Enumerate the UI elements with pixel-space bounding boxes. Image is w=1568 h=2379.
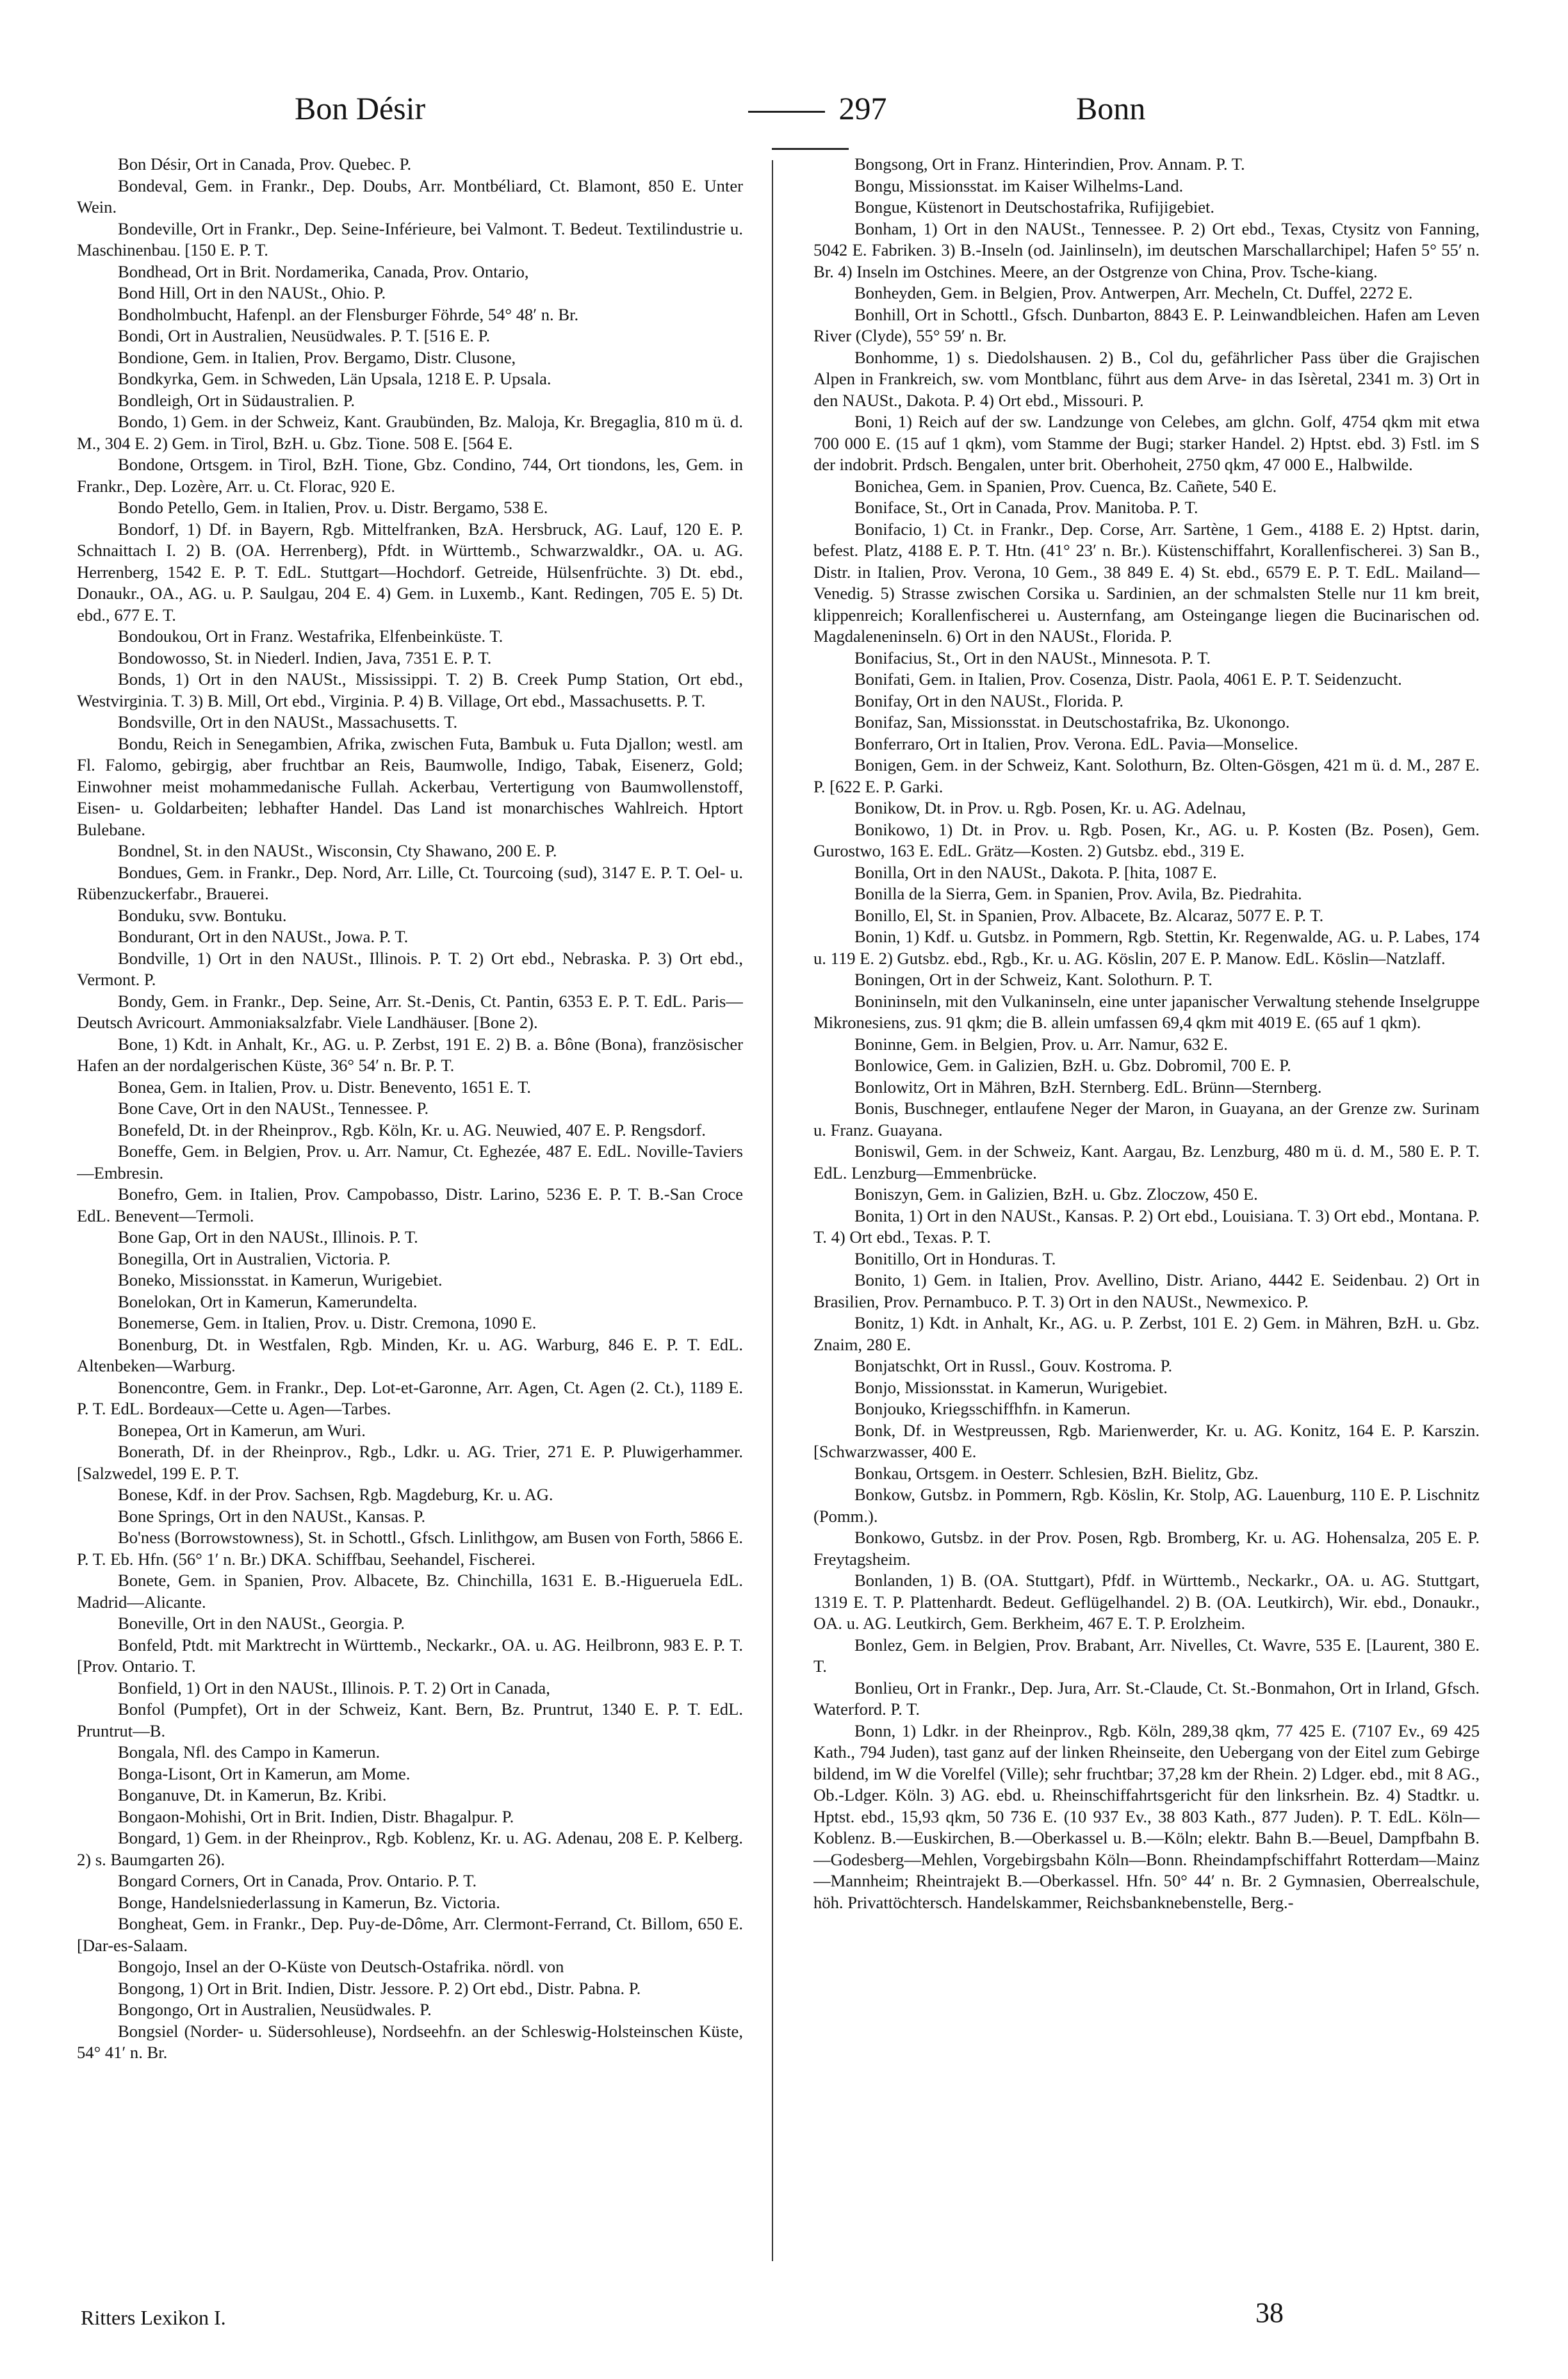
lexicon-entry: Bonifacio, 1) Ct. in Frankr., Dep. Corse, Arr. Sartène, 1 Gem., 4188 E. 2) Hptst. darin, befest. Platz, 4188 E. P. T. Htn. (41° 23′ n. Br.). Küstenschiffahrt, Korallenfischerei. 3) San B., Distr. in Italien, Prov. Verona, 10 Gem., 38 849 E. 4) St. ebd., 6579 E. P. T. EdL. Mailand—Venedig. 5) Strasse zwischen Corsika u. Sardinien, an der schmalsten Stelle nur 11 km breit, klippenreich; Korallenfischerei u. Austernfang, am Osteingange liegen die Bucinarischen od. Magdaleneninseln. 6) Ort in den NAUSt., Florida. P. <box>813 519 1480 646</box>
lexicon-entry: Bongue, Küstenort in Deutschostafrika, Rufijigebiet. <box>854 197 1215 217</box>
lexicon-entry: Bonilla de la Sierra, Gem. in Spanien, Prov. Avila, Bz. Piedrahita. <box>854 884 1302 903</box>
lexicon-entry: Bonelokan, Ort in Kamerun, Kamerundelta. <box>118 1291 418 1311</box>
lexicon-entry: Bonepea, Ort in Kamerun, am Wuri. <box>118 1420 366 1440</box>
lexicon-entry: Bonheyden, Gem. in Belgien, Prov. Antwerpen, Arr. Mecheln, Ct. Duffel, 2272 E. <box>854 283 1413 302</box>
lexicon-entry: Bondorf, 1) Df. in Bayern, Rgb. Mittelfranken, BzA. Hersbruck, AG. Lauf, 120 E. P. Schnaittach I. 2) B. (OA. Herrenberg), Pfdt. in Württemb., Schwarzwaldkr., OA. u. AG. Herrenberg, 1542 E. P. T. EdL. Stuttgart—Hochdorf. Getreide, Hülsenfrüchte. 3) Dt. ebd., Donaukr., OA., AG. u. P. Saulgau, 204 E. 4) Gem. in Luxemb., Kant. Redingen, 705 E. 5) Dt. ebd., 677 E. T. <box>77 519 743 625</box>
lexicon-entry: Bonlowitz, Ort in Mähren, BzH. Sternberg. EdL. Brünn—Sternberg. <box>854 1077 1322 1097</box>
lexicon-entry: Bongu, Missionsstat. im Kaiser Wilhelms-Land. <box>854 176 1184 195</box>
lexicon-entry: Bondy, Gem. in Frankr., Dep. Seine, Arr. St.-Denis, Ct. Pantin, 6353 E. P. T. EdL. Paris—Deutsch Avricourt. Ammoniaksalzfabr. Viele Landhäuser. [Bone 2). <box>77 991 743 1032</box>
lexicon-entry: Bone Cave, Ort in den NAUSt., Tennessee. P. <box>118 1099 429 1118</box>
lexicon-entry: Bonininseln, mit den Vulkaninseln, eine unter japanischer Verwaltung stehende Inselgruppe Mikronesiens, zus. 91 qkm; die B. allein umfassen 69,4 qkm mit 4019 E. (65 auf 1 qkm). <box>813 991 1480 1032</box>
lexicon-entry: Boni, 1) Reich auf der sw. Landzunge von Celebes, am glchn. Golf, 4754 qkm mit etwa 700 000 E. (15 auf 1 qkm), vom Stamme der Bugi; starker Handel. 2) Hptst. ebd. 3) Fstl. im S der indobrit. Prdsch. Bengalen, unter brit. Oberhoheit, 2750 qkm, 47 000 E., Halbwilde. <box>813 412 1480 474</box>
lexicon-entry: Bondeval, Gem. in Frankr., Dep. Doubs, Arr. Montbéliard, Ct. Blamont, 850 E. Unter Wein. <box>77 176 743 217</box>
lexicon-entry: Bonduku, svw. Bontuku. <box>118 905 287 925</box>
lexicon-entry: Bondkyrka, Gem. in Schweden, Län Upsala, 1218 E. P. Upsala. <box>118 369 551 388</box>
lexicon-entry: Bon Désir, Ort in Canada, Prov. Quebec. P. <box>118 154 412 174</box>
lexicon-entry: Bonk, Df. in Westpreussen, Rgb. Marienwerder, Kr. u. AG. Konitz, 164 E. P. Karszin. [Schwarzwasser, 400 E. <box>813 1420 1480 1461</box>
lexicon-entry: Bonjatschkt, Ort in Russl., Gouv. Kostroma. P. <box>854 1356 1173 1375</box>
lexicon-entry: Bonjouko, Kriegsschiffhfn. in Kamerun. <box>854 1399 1131 1418</box>
lexicon-entry: Boneffe, Gem. in Belgien, Prov. u. Arr. Namur, Ct. Eghezée, 487 E. EdL. Noville-Taviers—Embresin. <box>77 1141 743 1182</box>
lexicon-entry: Bongongo, Ort in Australien, Neusüdwales. P. <box>118 2000 432 2019</box>
lexicon-entry: Bonete, Gem. in Spanien, Prov. Albacete, Bz. Chinchilla, 1631 E. B.-Higueruela EdL. Madrid—Alicante. <box>77 1571 743 1612</box>
lexicon-entry: Bonfield, 1) Ort in den NAUSt., Illinois. P. T. 2) Ort in Canada, <box>118 1678 550 1697</box>
lexicon-entry: Bondnel, St. in den NAUSt., Wisconsin, Cty Shawano, 200 E. P. <box>118 841 557 860</box>
right-column <box>813 154 1480 2332</box>
lexicon-entry: Bonilla, Ort in den NAUSt., Dakota. P. [hita, 1087 E. <box>854 862 1217 882</box>
header-right-keyword: Bonn <box>1076 90 1146 126</box>
lexicon-entry: Bone Springs, Ort in den NAUSt., Kansas. P. <box>118 1506 426 1526</box>
lexicon-entry: Bonita, 1) Ort in den NAUSt., Kansas. P. 2) Ort ebd., Louisiana. T. 3) Ort ebd., Montana. P. T. 4) Ort ebd., Texas. P. T. <box>813 1206 1480 1247</box>
lexicon-entry: Bonitz, 1) Kdt. in Anhalt, Kr., AG. u. P. Zerbst, 101 E. 2) Gem. in Mähren, BzH. u. Gbz. Znaim, 280 E. <box>813 1313 1480 1354</box>
lexicon-entry: Bonhomme, 1) s. Diedolshausen. 2) B., Col du, gefährlicher Pass über die Grajischen Alpen in Frankreich, sw. vom Montblanc, führt aus dem Arve- in das Isèretal, 2341 m. 3) Ort in den NAUSt., Dakota. P. 4) Ort ebd., Missouri. P. <box>813 347 1480 410</box>
lexicon-entry: Boniszyn, Gem. in Galizien, BzH. u. Gbz. Zloczow, 450 E. <box>854 1184 1258 1204</box>
lexicon-entry: Bongaon-Mohishi, Ort in Brit. Indien, Distr. Bhagalpur. P. <box>118 1806 514 1826</box>
lexicon-entry: Bonganuve, Dt. in Kamerun, Bz. Kribi. <box>118 1785 387 1804</box>
lexicon-entry: Bonge, Handelsniederlassung in Kamerun, Bz. Victoria. <box>118 1892 500 1912</box>
lexicon-entry: Bongojo, Insel an der O-Küste von Deutsch-Ostafrika. nördl. von <box>118 1957 564 1976</box>
lexicon-entry: Bonifay, Ort in den NAUSt., Florida. P. <box>854 691 1124 710</box>
lexicon-entry: Bonifati, Gem. in Italien, Prov. Cosenza, Distr. Paola, 4061 E. P. T. Seidenzucht. <box>854 669 1402 689</box>
lexicon-entry: Bonkow, Gutsbz. in Pommern, Rgb. Köslin, Kr. Stolp, AG. Lauenburg, 110 E. P. Lischnitz (Pomm.). <box>813 1485 1480 1526</box>
lexicon-entry: Bonds, 1) Ort in den NAUSt., Mississippi. T. 2) B. Creek Pump Station, Ort ebd., Westvirginia. T. 3) B. Mill, Ort ebd., Virginia. P. 4) B. Village, Ort ebd., Massachusetts. P. T. <box>77 669 743 710</box>
page-header <box>77 90 1491 147</box>
lexicon-entry: Bongard, 1) Gem. in der Rheinprov., Rgb. Koblenz, Kr. u. AG. Adenau, 208 E. P. Kelberg. 2) s. Baumgarten 26). <box>77 1828 743 1869</box>
lexicon-entry: Bondo, 1) Gem. in der Schweiz, Kant. Graubünden, Bz. Maloja, Kr. Bregaglia, 810 m ü. d. M., 304 E. 2) Gem. in Tirol, BzH. u. Gbz. Tione. 508 E. [564 E. <box>77 412 743 453</box>
lexicon-entry: Bonemerse, Gem. in Italien, Prov. u. Distr. Cremona, 1090 E. <box>118 1313 537 1332</box>
lexicon-entry: Bonlieu, Ort in Frankr., Dep. Jura, Arr. St.-Claude, Ct. St.-Bonmahon, Ort in Irland, Gfsch. Waterford. P. T. <box>813 1678 1480 1719</box>
lexicon-entry: Bondi, Ort in Australien, Neusüdwales. P. T. [516 E. P. <box>118 326 491 345</box>
lexicon-entry: Bonegilla, Ort in Australien, Victoria. P. <box>118 1248 391 1268</box>
lexicon-entry: Bonitillo, Ort in Honduras. T. <box>854 1248 1056 1268</box>
lexicon-entry: Bongsiel (Norder- u. Südersohleuse), Nordseehfn. an der Schleswig-Holsteinschen Küste, 54° 41′ n. Br. <box>77 2021 743 2062</box>
header-left-keyword: Bon Désir <box>295 90 426 126</box>
lexicon-entry: Bonillo, El, St. in Spanien, Prov. Albacete, Bz. Alcaraz, 5077 E. P. T. <box>854 905 1324 925</box>
lexicon-entry: Bonlez, Gem. in Belgien, Prov. Brabant, Arr. Nivelles, Ct. Wavre, 535 E. [Laurent, 380 E. T. <box>813 1635 1480 1676</box>
lexicon-entry: Bonefro, Gem. in Italien, Prov. Campobasso, Distr. Larino, 5236 E. P. T. B.-San Croce EdL. Benevent—Termoli. <box>77 1184 743 1225</box>
lexicon-entry: Bonfol (Pumpfet), Ort in der Schweiz, Kant. Bern, Bz. Pruntrut, 1340 E. P. T. EdL. Pruntrut—B. <box>77 1699 743 1740</box>
lexicon-entry: Bongheat, Gem. in Frankr., Dep. Puy-de-Dôme, Arr. Clermont-Ferrand, Ct. Billom, 650 E. [Dar-es-Salaam. <box>77 1914 743 1955</box>
lexicon-entry: Bonjo, Missionsstat. in Kamerun, Wurigebiet. <box>854 1377 1168 1397</box>
lexicon-entry: Bonhill, Ort in Schottl., Gfsch. Dunbarton, 8843 E. P. Leinwandbleichen. Hafen am Leven River (Clyde), 55° 59′ n. Br. <box>813 304 1480 345</box>
lexicon-entry: Bonifaz, San, Missionsstat. in Deutschostafrika, Bz. Ukonongo. <box>854 712 1290 732</box>
lexicon-entry: Bondholmbucht, Hafenpl. an der Flensburger Föhrde, 54° 48′ n. Br. <box>118 304 579 324</box>
footer-sheet-number: 38 <box>1255 2297 1284 2328</box>
lexicon-entry: Boneville, Ort in den NAUSt., Georgia. P. <box>118 1614 405 1633</box>
lexicon-entry: Bongard Corners, Ort in Canada, Prov. Ontario. P. T. <box>118 1871 477 1890</box>
lexicon-entry: Bonlanden, 1) B. (OA. Stuttgart), Pfdf. in Württemb., Neckarkr., OA. u. AG. Stuttgart, 1319 E. T. P. Plattenhardt. Bedeut. Geflügelhandel. 2) B. (OA. Leutkirch), Wir. ebd., Donaukr., OA. u. AG. Leutkirch, Gem. Berkheim, 467 E. T. P. Erolzheim. <box>813 1571 1480 1633</box>
header-page-number: 297 <box>838 90 887 126</box>
lexicon-entry: Boningen, Ort in der Schweiz, Kant. Solothurn. P. T. <box>854 970 1213 989</box>
lexicon-entry: Bonga-Lisont, Ort in Kamerun, am Mome. <box>118 1763 411 1783</box>
lexicon-entry: Bonn, 1) Ldkr. in der Rheinprov., Rgb. Köln, 289,38 qkm, 77 425 E. (7107 Ev., 69 425 Kath., 794 Juden), tast ganz auf der linken Rheinseite, den Uebergang von der Eitel zum Gebirge bildend, im W die Vorelfel (Ville); sehr fruchtbar; 37,28 km der Rhein. 2) Ldger. ebd., mit 8 AG., Ob.-Ldger. Köln. 3) AG. ebd. u. Rheinschiffahrtsgericht für den linksrhein. Bz. 4) Stadtkr. u. Hptst. ebd., 15,93 qkm, 50 736 E. (10 937 Ev., 38 803 Kath., 877 Juden). P. T. EdL. Köln—Koblenz. B.—Euskirchen, B.—Oberkassel u. B.—Köln; elektr. Bahn B.—Beuel, Dampfbahn B.—Godesberg—Mehlen, Vorgebirgsbahn Köln—Bonn. Rheindampfschiffahrt Rotterdam—Mainz—Mannheim; Rheintrajekt B.—Oberkassel. Hfn. 50° 44′ n. Br. 2 Gymnasien, Oberrealschule, höh. Privattöchtersch. Handelskammer, Reichsbanknebenstelle, Berg.- <box>813 1721 1480 1912</box>
lexicon-entry: Bondleigh, Ort in Südaustralien. P. <box>118 390 355 410</box>
lexicon-entry: Bond Hill, Ort in den NAUSt., Ohio. P. <box>118 283 386 302</box>
lexicon-entry: Bonkau, Ortsgem. in Oesterr. Schlesien, BzH. Bielitz, Gbz. <box>854 1463 1259 1483</box>
lexicon-entry: Bo'ness (Borrowstowness), St. in Schottl., Gfsch. Linlithgow, am Busen von Forth, 5866 E. P. T. Eb. Hfn. (56° 1′ n. Br.) DKA. Schiffbau, Seehandel, Fischerei. <box>77 1528 743 1569</box>
lexicon-entry: Bondoukou, Ort in Franz. Westafrika, Elfenbeinküste. T. <box>118 626 503 646</box>
lexicon-entry: Bonefeld, Dt. in der Rheinprov., Rgb. Köln, Kr. u. AG. Neuwied, 407 E. P. Rengsdorf. <box>118 1120 706 1140</box>
lexicon-entry: Bongala, Nfl. des Campo in Kamerun. <box>118 1742 380 1762</box>
lexicon-entry: Bondo Petello, Gem. in Italien, Prov. u. Distr. Bergamo, 538 E. <box>118 498 548 517</box>
lexicon-entry: Bone Gap, Ort in den NAUSt., Illinois. P. T. <box>118 1227 418 1247</box>
lexicon-entry: Bongsong, Ort in Franz. Hinterindien, Prov. Annam. P. T. <box>854 154 1245 174</box>
lexicon-entry: Bonerath, Df. in der Rheinprov., Rgb., Ldkr. u. AG. Trier, 271 E. P. Pluwigerhammer. [Salzwedel, 199 E. P. T. <box>77 1442 743 1483</box>
lexicon-entry: Bondowosso, St. in Niederl. Indien, Java, 7351 E. P. T. <box>118 648 492 667</box>
lexicon-entry: Bonikow, Dt. in Prov. u. Rgb. Posen, Kr. u. AG. Adelnau, <box>854 798 1246 817</box>
lexicon-entry: Bonin, 1) Kdf. u. Gutsbz. in Pommern, Rgb. Stettin, Kr. Regenwalde, AG. u. P. Labes, 174 u. 119 E. 2) Gutsbz. ebd., Rgb., Kr. u. AG. Köslin, 207 E. P. Manow. EdL. Köslin—Natzlaff. <box>813 927 1480 968</box>
lexicon-entry: Bonea, Gem. in Italien, Prov. u. Distr. Benevento, 1651 E. T. <box>118 1077 532 1097</box>
lexicon-entry: Bonencontre, Gem. in Frankr., Dep. Lot-et-Garonne, Arr. Agen, Ct. Agen (2. Ct.), 1189 E. P. T. EdL. Bordeaux—Cette u. Agen—Tarbes. <box>77 1377 743 1418</box>
lexicon-entry: Bonese, Kdf. in der Prov. Sachsen, Rgb. Magdeburg, Kr. u. AG. <box>118 1485 553 1504</box>
lexicon-entry: Boniface, St., Ort in Canada, Prov. Manitoba. P. T. <box>854 498 1198 517</box>
lexicon-entry: Bondeville, Ort in Frankr., Dep. Seine-Inférieure, bei Valmont. T. Bedeut. Textilindustrie u. Maschinenbau. [150 E. P. T. <box>77 218 743 259</box>
header-page-number-group <box>685 90 935 164</box>
header-rule-left <box>748 111 825 113</box>
header-rule-right <box>772 148 849 150</box>
lexicon-entry: Bondu, Reich in Senegambien, Afrika, zwischen Futa, Bambuk u. Futa Djallon; westl. am Fl. Falomo, gebirgig, aber fruchtbar an Reis, Baumwolle, Indigo, Tabak, Eisenerz, Gold; Einwohner meist mohammedanische Fullah. Ackerbau, Vertertigung von Baumwollenstoff, Eisen- u. Goldarbeiten; lebhafter Handel. Das Land ist monarchisches Wahlreich. Hptort Bulebane. <box>77 733 743 839</box>
lexicon-entry: Bondione, Gem. in Italien, Prov. Bergamo, Distr. Clusone, <box>118 347 516 367</box>
lexicon-entry: Bonlowice, Gem. in Galizien, BzH. u. Gbz. Dobromil, 700 E. P. <box>854 1056 1291 1075</box>
lexicon-entry: Bondone, Ortsgem. in Tirol, BzH. Tione, Gbz. Condino, 744, Ort tiondons, les, Gem. in Frankr., Dep. Lozère, Arr. u. Ct. Florac, 920 E. <box>77 455 743 496</box>
lexicon-entry: Bondues, Gem. in Frankr., Dep. Nord, Arr. Lille, Ct. Tourcoing (sud), 3147 E. P. T. Oel- u. Rübenzuckerfabr., Brauerei. <box>77 862 743 903</box>
lexicon-entry: Bonfeld, Ptdt. mit Marktrecht in Württemb., Neckarkr., OA. u. AG. Heilbronn, 983 E. P. T. [Prov. Ontario. T. <box>77 1635 743 1676</box>
lexicon-entry: Boniswil, Gem. in der Schweiz, Kant. Aargau, Bz. Lenzburg, 480 m ü. d. M., 580 E. P. T. EdL. Lenzburg—Emmenbrücke. <box>813 1141 1480 1182</box>
lexicon-entry: Boneko, Missionsstat. in Kamerun, Wurigebiet. <box>118 1270 443 1289</box>
lexicon-entry: Bonifacius, St., Ort in den NAUSt., Minnesota. P. T. <box>854 648 1211 667</box>
lexicon-entry: Bondurant, Ort in den NAUSt., Jowa. P. T. <box>118 927 409 946</box>
lexicon-entry: Bongong, 1) Ort in Brit. Indien, Distr. Jessore. P. 2) Ort ebd., Distr. Pabna. P. <box>118 1978 641 1998</box>
lexicon-entry: Bondhead, Ort in Brit. Nordamerika, Canada, Prov. Ontario, <box>118 261 529 281</box>
column-divider <box>772 160 773 2261</box>
lexicon-entry: Bonikowo, 1) Dt. in Prov. u. Rgb. Posen, Kr., AG. u. P. Kosten (Bz. Posen), Gem. Gurostwo, 163 E. EdL. Grätz—Kosten. 2) Gutsbz. ebd., 319 E. <box>813 819 1480 860</box>
lexicon-entry: Bonferraro, Ort in Italien, Prov. Verona. EdL. Pavia—Monselice. <box>854 733 1298 753</box>
footer-signature: Ritters Lexikon I. <box>81 2306 226 2329</box>
lexicon-entry: Bondville, 1) Ort in den NAUSt., Illinois. P. T. 2) Ort ebd., Nebraska. P. 3) Ort ebd., Vermont. P. <box>77 948 743 989</box>
lexicon-entry: Bonham, 1) Ort in den NAUSt., Tennessee. P. 2) Ort ebd., Texas, Ctysitz von Fanning, 5042 E. Fabriken. 3) B.-Inseln (od. Jainlinseln), im deutschen Marschallarchipel; Hafen 5° 55′ n. Br. 4) Inseln im Ostchines. Meere, an der Ostgrenze von China, Prov. Tsche-kiang. <box>813 218 1480 281</box>
lexicon-entry: Bone, 1) Kdt. in Anhalt, Kr., AG. u. P. Zerbst, 191 E. 2) B. a. Bône (Bona), französischer Hafen an der nordalgerischen Küste, 36° 54′ n. Br. P. T. <box>77 1034 743 1075</box>
lexicon-entry: Bonichea, Gem. in Spanien, Prov. Cuenca, Bz. Cañete, 540 E. <box>854 476 1277 496</box>
lexicon-entry: Bonkowo, Gutsbz. in der Prov. Posen, Rgb. Bromberg, Kr. u. AG. Hohensalza, 205 E. P. Freytagsheim. <box>813 1528 1480 1569</box>
lexicon-entry: Bondsville, Ort in den NAUSt., Massachusetts. T. <box>118 712 458 732</box>
left-column <box>77 154 743 2332</box>
lexicon-entry: Bonenburg, Dt. in Westfalen, Rgb. Minden, Kr. u. AG. Warburg, 846 E. P. T. EdL. Altenbeken—Warburg. <box>77 1334 743 1375</box>
lexicon-entry: Bonis, Buschneger, entlaufene Neger der Maron, in Guayana, an der Grenze zw. Surinam u. Franz. Guayana. <box>813 1099 1480 1140</box>
lexicon-entry: Bonigen, Gem. in der Schweiz, Kant. Solothurn, Bz. Olten-Gösgen, 421 m ü. d. M., 287 E. P. [622 E. P. Garki. <box>813 755 1480 796</box>
lexicon-entry: Boninne, Gem. in Belgien, Prov. u. Arr. Namur, 632 E. <box>854 1034 1228 1054</box>
lexicon-entry: Bonito, 1) Gem. in Italien, Prov. Avellino, Distr. Ariano, 4442 E. Seidenbau. 2) Ort in Brasilien, Prov. Pernambuco. P. T. 3) Ort in den NAUSt., Newmexico. P. <box>813 1270 1480 1311</box>
